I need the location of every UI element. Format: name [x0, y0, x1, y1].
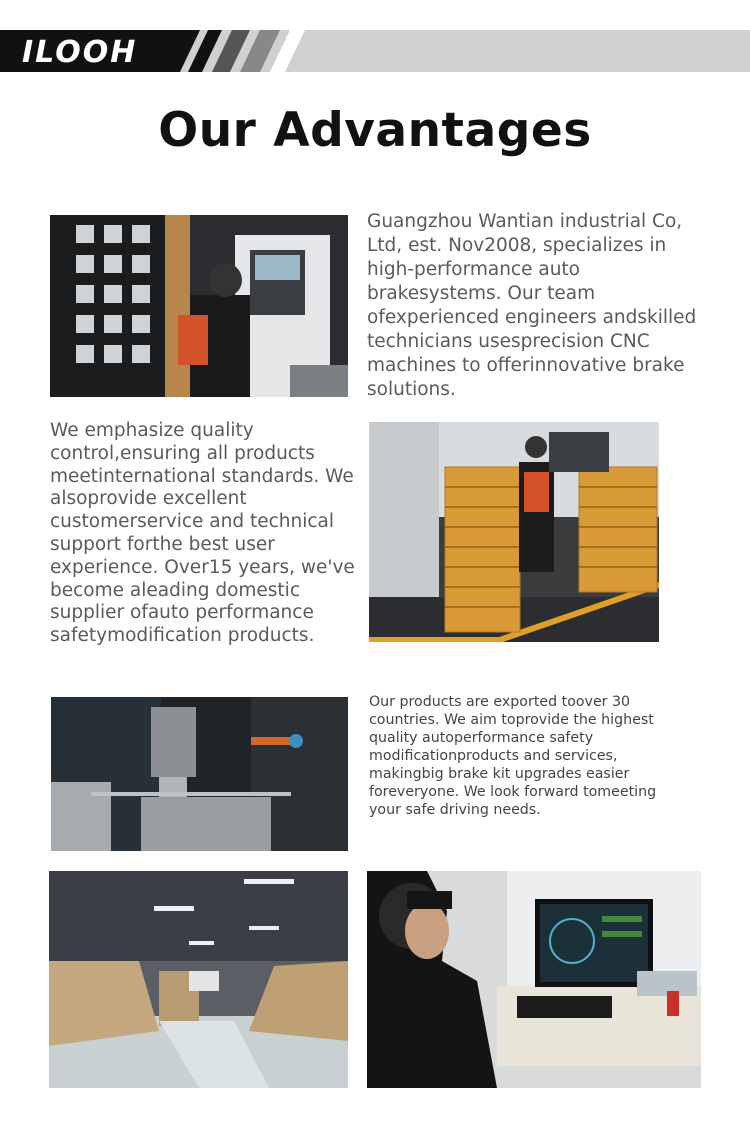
page-title: Our Advantages — [158, 103, 592, 158]
svg-text:ILOOH: ILOOH — [22, 35, 138, 69]
brand-logo — [18, 33, 178, 69]
cnc-operator-photo — [50, 215, 348, 397]
header-banner — [0, 30, 750, 72]
quality-paragraph: We emphasize quality control,ensuring all products meetinternational standards. We alsoprovide excellent customerservice and technical support forthe best user experience. Over15 years, we've become aleading domestic supplier ofauto performance safetymodification products. — [50, 420, 355, 647]
intro-paragraph: Guangzhou Wantian industrial Co, Ltd, est. Nov2008, specializes in high-performance auto brakesystems. Our team ofexperienced engineers andskilled technicians usesprecision CNC machines to offerinnovative brake solutions. — [367, 211, 697, 400]
milling-closeup-photo — [51, 697, 348, 851]
engineer-cad-photo — [367, 871, 701, 1088]
export-paragraph: Our products are exported toover 30 countries. We aim toprovide the highest quality autoperformance safety modificationproducts and services, makingbig brake kit upgrades easier foreveryone. We look forward tomeeting your safe driving needs. — [369, 694, 657, 818]
parts-crates-photo — [369, 422, 659, 642]
warehouse-photo — [49, 871, 348, 1088]
